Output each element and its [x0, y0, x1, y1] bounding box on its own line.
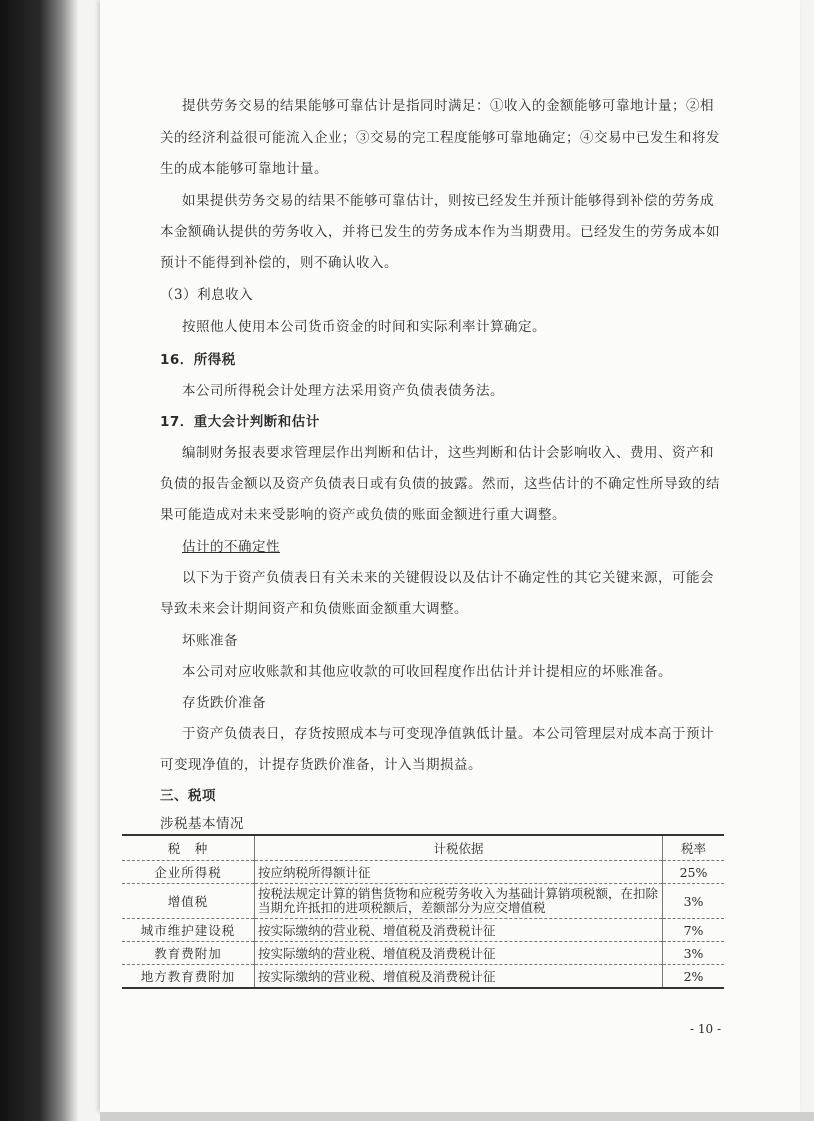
tax-rate: 3% [663, 884, 725, 919]
subheading-interest-income: （3）利息收入 [160, 287, 254, 303]
section-heading-taxes: 三、税项 [160, 788, 216, 804]
tax-name: 城市维护建设税 [122, 919, 255, 942]
header-tax-rate: 税率 [663, 835, 725, 861]
tax-rate: 25% [663, 861, 725, 884]
page-bottom-edge [100, 1112, 814, 1121]
page-number: - 10 - [690, 1022, 722, 1036]
tax-basis: 按应纳税所得额计征 [255, 861, 663, 884]
paragraph-line: 生的成本能够可靠地计量。 [160, 161, 328, 177]
tax-name: 教育费附加 [122, 942, 255, 965]
paragraph-line: 可变现净值的，计提存货跌价准备，计入当期损益。 [160, 757, 482, 773]
tax-name: 增值税 [122, 884, 255, 919]
table-caption: 涉税基本情况 [160, 816, 244, 832]
paragraph-line: 提供劳务交易的结果能够可靠估计是指同时满足：①收入的金额能够可靠地计量；②相 [182, 98, 714, 114]
subheading-bad-debt: 坏账准备 [182, 633, 238, 649]
section-heading-income-tax: 16．所得税 [160, 352, 236, 368]
subheading-inventory: 存货跌价准备 [182, 695, 266, 711]
table-row [122, 884, 724, 919]
paragraph-line: 本金额确认提供的劳务收入，并将已发生的劳务成本作为当期费用。已经发生的劳务成本如 [160, 224, 720, 240]
subheading-uncertainty: 估计的不确定性 [182, 539, 280, 555]
table-row [122, 965, 724, 989]
table-header-row [122, 835, 724, 861]
header-tax-type: 税 种 [122, 835, 255, 861]
tax-rate: 2% [663, 965, 725, 989]
table-row [122, 942, 724, 965]
paragraph-line: 导致未来会计期间资产和负债账面金额重大调整。 [160, 601, 468, 617]
paragraph-line: 按照他人使用本公司货币资金的时间和实际利率计算确定。 [182, 319, 546, 335]
tax-name: 地方教育费附加 [122, 965, 255, 989]
book-binding-shadow [0, 0, 78, 1121]
tax-basis: 按实际缴纳的营业税、增值税及消费税计征 [255, 919, 663, 942]
paragraph-line: 负债的报告金额以及资产负债表日或有负债的披露。然而，这些估计的不确定性所导致的结 [160, 476, 720, 492]
table-row [122, 861, 724, 884]
tax-basis: 按税法规定计算的销售货物和应税劳务收入为基础计算销项税额，在扣除当期允许抵扣的进项税额后，差额部分为应交增值税 [258, 886, 659, 915]
tax-rate: 3% [663, 942, 725, 965]
tax-table [122, 834, 724, 989]
tax-name: 企业所得税 [122, 861, 255, 884]
tax-basis: 按实际缴纳的营业税、增值税及消费税计征 [255, 965, 663, 989]
table-row [122, 919, 724, 942]
tax-rate: 7% [663, 919, 725, 942]
paragraph-line: 于资产负债表日，存货按照成本与可变现净值孰低计量。本公司管理层对成本高于预计 [182, 726, 714, 742]
paragraph-line: 编制财务报表要求管理层作出判断和估计，这些判断和估计会影响收入、费用、资产和 [182, 445, 714, 461]
tax-basis: 按实际缴纳的营业税、增值税及消费税计征 [255, 942, 663, 965]
paragraph-line: 关的经济利益很可能流入企业；③交易的完工程度能够可靠地确定；④交易中已发生和将发 [160, 130, 720, 146]
paragraph-line: 本公司对应收账款和其他应收款的可收回程度作出估计并计提相应的坏账准备。 [182, 664, 672, 680]
paragraph-line: 本公司所得税会计处理方法采用资产负债表债务法。 [182, 383, 504, 399]
paragraph-line: 如果提供劳务交易的结果不能够可靠估计，则按已经发生并预计能够得到补偿的劳务成 [182, 193, 714, 209]
paragraph-line: 以下为于资产负债表日有关未来的关键假设以及估计不确定性的其它关键来源，可能会 [182, 570, 714, 586]
header-tax-basis: 计税依据 [255, 835, 663, 861]
paragraph-line: 果可能造成对未来受影响的资产或负债的账面金额进行重大调整。 [160, 507, 566, 523]
paragraph-line: 预计不能得到补偿的，则不确认收入。 [160, 255, 398, 271]
section-heading-judgments: 17．重大会计判断和估计 [160, 414, 320, 430]
